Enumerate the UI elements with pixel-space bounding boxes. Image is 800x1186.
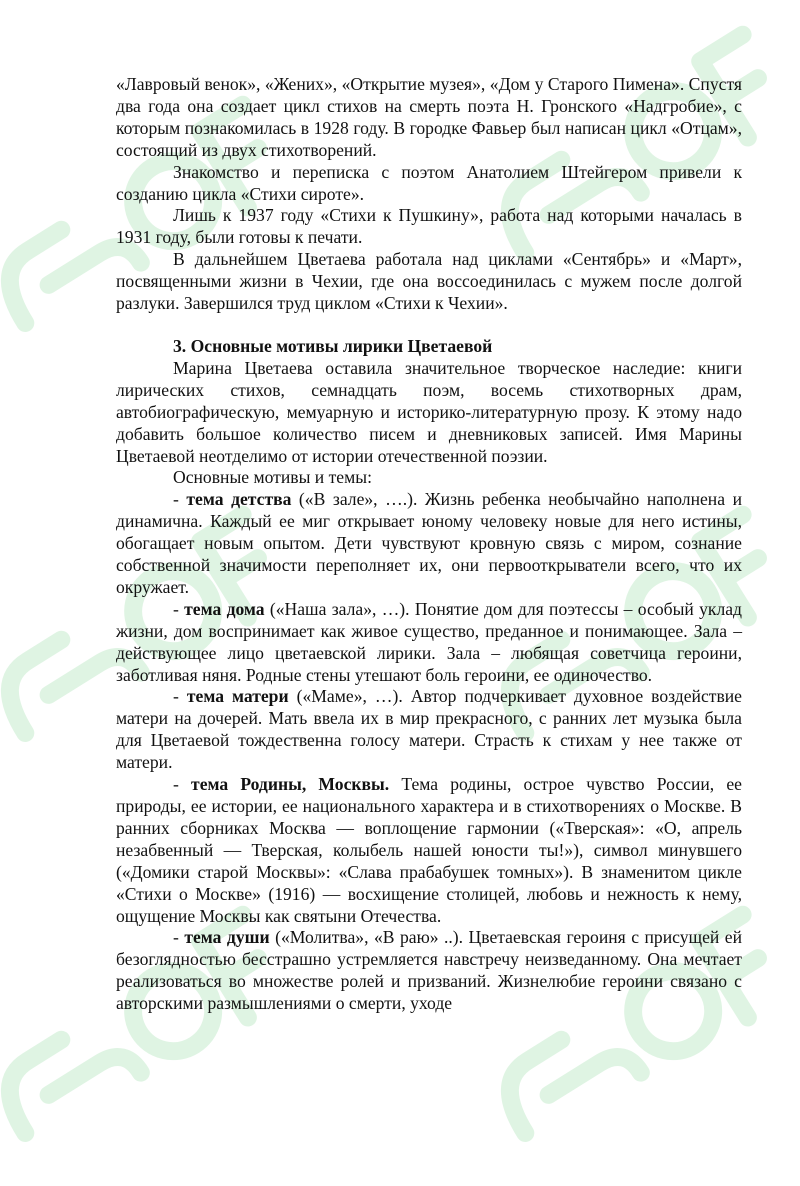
paragraph: Лишь к 1937 году «Стихи к Пушкину», работа над которыми началась в 1931 году, были готовы к печати. [116, 205, 742, 248]
item-dash: - [173, 598, 185, 619]
item-text: Тема родины, острое чувство России, ее природы, ее истории, ее национального характера и в стихотворениях о Москве. В ранних сборниках Москва — воплощение гармонии («Тверская»: «О, апрель незабвенный — Тверская, колыбель нашей юности ты!»), символ минувшего («Домики старой Москвы»: «Слава прабабушек томных»). В знаменитом цикле «Стихи о Москве» (1916) — восхищение столицей, любовь и нежность к нему, ощущение Москвы как святыни Отечества. [116, 774, 742, 926]
theme-item-soul [116, 927, 742, 1015]
item-text: («В зале», ….). Жизнь ребенка необычайно наполнена и динамична. Каждый ее миг открывает юному человеку новые для него истины, обогащает новым опытом. Дети чувствуют кровную связь с миром, сознание собственной значимости переполняет их, они первооткрыватели всего, что их окружает. [116, 489, 742, 597]
theme-item-childhood [116, 489, 742, 599]
paragraph: Знакомство и переписка с поэтом Анатолием Штейгером привели к созданию цикла «Стихи сироте». [116, 161, 742, 204]
paragraph: «Лавровый венок», «Жених», «Открытие музея», «Дом у Старого Пимена». Спустя два года она создает цикл стихов на смерть поэта Н. Гронского «Надгробие», с которым познакомилась в 1928 году. В городке Фавьер был написан цикл «Отцам», состоящий из двух стихотворений. [116, 74, 742, 160]
theme-item-home [116, 599, 742, 687]
item-term: тема дома [184, 598, 265, 619]
item-term: тема детства [186, 489, 292, 510]
item-term: тема Родины, Москвы. [191, 774, 390, 795]
item-text: («Наша зала», …). Понятие дом для поэтессы – особый уклад жизни, дом воспринимает как живое существо, преданное и понимающее. Зала – действующее лицо цветаевской лирики. Зала – любящая советчица героини, заботливая няня. Родные стены утешают боль героини, ее одиночество. [116, 598, 742, 685]
theme-item-motherland [116, 774, 742, 927]
item-dash: - [173, 927, 185, 948]
section-intro: Марина Цветаева оставила значительное творческое наследие: книги лирических стихов, семнадцать поэм, восемь стихотворных драм, автобиографическую, мемуарную и историко-литературную прозу. К этому надо добавить большое количество писем и дневниковых записей. Имя Марины Цветаевой неотделимо от истории отечественной поэзии. [116, 357, 742, 466]
item-text: («Молитва», «В раю» ..). Цветаевская героиня с присущей ей безоглядностью бесстрашно устремляется навстречу неизведанному. Она мечтает реализоваться во множестве ролей и призваний. Жизнелюбие героини связано с авторскими размышлениями о смерти, уходе [116, 927, 742, 1014]
item-text: («Маме», …). Автор подчеркивает духовное воздействие матери на дочерей. Мать ввела их в мир прекрасного, с ранних лет музыка была для Цветаевой тождественна голосу матери. Страсть к стихам у нее также от матери. [116, 686, 742, 773]
item-term: тема матери [186, 686, 289, 707]
paragraph: В дальнейшем Цветаева работала над циклами «Сентябрь» и «Март», посвященными жизни в Чехии, где она воссоединилась с мужем после долгой разлуки. Завершился труд циклом «Стихи к Чехии». [116, 249, 742, 314]
item-dash: - [173, 489, 187, 510]
section-lead: Основные мотивы и темы: [173, 467, 372, 488]
theme-item-mother [116, 686, 742, 774]
document-page [116, 74, 742, 1015]
item-dash: - [173, 774, 192, 795]
section-heading: 3. Основные мотивы лирики Цветаевой [173, 335, 493, 356]
item-term: тема души [184, 927, 270, 948]
item-dash: - [173, 686, 187, 707]
